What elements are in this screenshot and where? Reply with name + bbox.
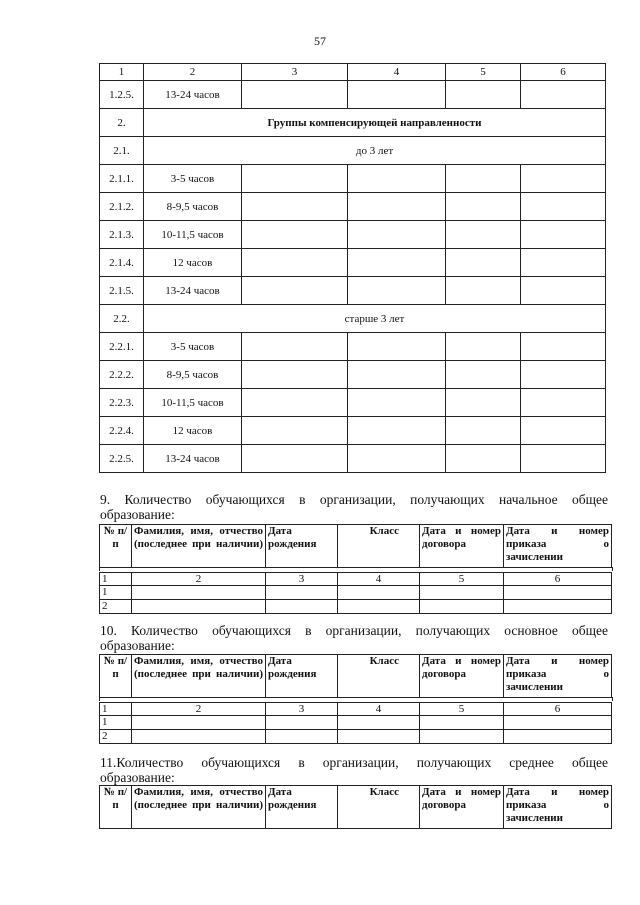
table-row: [100, 81, 606, 109]
header-birthdate: Дата рождения: [266, 786, 338, 829]
row-number: 2.2.5.: [100, 445, 144, 473]
empty-cell: [348, 277, 446, 305]
row-label: 3-5 часов: [144, 165, 242, 193]
empty-cell: [446, 81, 521, 109]
empty-cell: [242, 81, 348, 109]
empty-cell: [521, 333, 606, 361]
empty-cell: [348, 389, 446, 417]
table-row: [100, 305, 606, 333]
column-number: 1: [100, 703, 132, 716]
empty-cell: [348, 361, 446, 389]
empty-cell: [132, 600, 266, 614]
table-row: [100, 586, 612, 600]
empty-cell: [266, 716, 338, 730]
table-row: [100, 730, 612, 744]
column-number: 6: [521, 64, 606, 81]
empty-cell: [521, 221, 606, 249]
empty-cell: [420, 730, 504, 744]
header-number: № п/п: [100, 786, 132, 829]
table-row: [100, 221, 606, 249]
row-number: 2.1.: [100, 137, 144, 165]
header-birthdate: Дата рождения: [266, 525, 338, 568]
column-number: 4: [338, 573, 420, 586]
table-row: [100, 389, 606, 417]
subsection-heading: до 3 лет: [144, 137, 606, 165]
column-number: 4: [348, 64, 446, 81]
section-9-subtitle: образование:: [100, 507, 175, 522]
header-number: № п/п: [100, 525, 132, 568]
column-number: 5: [446, 64, 521, 81]
row-label: 8-9,5 часов: [144, 193, 242, 221]
empty-cell: [132, 716, 266, 730]
empty-cell: [242, 333, 348, 361]
empty-cell: [348, 165, 446, 193]
table-row: [100, 277, 606, 305]
header-contract: Дата и номер договора: [420, 655, 504, 698]
empty-cell: [266, 730, 338, 744]
groups-table: [99, 63, 606, 473]
row-number: 2.1.3.: [100, 221, 144, 249]
table-gap: [99, 567, 613, 571]
column-number: 5: [420, 573, 504, 586]
table-row: [100, 445, 606, 473]
section-heading: Группы компенсирующей направленности: [144, 109, 606, 137]
empty-cell: [242, 249, 348, 277]
empty-cell: [521, 249, 606, 277]
empty-cell: [242, 221, 348, 249]
empty-cell: [348, 445, 446, 473]
row-number: 1: [100, 586, 132, 600]
empty-cell: [338, 716, 420, 730]
row-number: 2: [100, 730, 132, 744]
empty-cell: [521, 417, 606, 445]
header-contract: Дата и номер договора: [420, 525, 504, 568]
empty-cell: [420, 586, 504, 600]
empty-cell: [504, 600, 612, 614]
empty-cell: [338, 600, 420, 614]
row-label: 13-24 часов: [144, 445, 242, 473]
row-label: 10-11,5 часов: [144, 389, 242, 417]
empty-cell: [420, 600, 504, 614]
table-row: [100, 109, 606, 137]
table-row: [100, 193, 606, 221]
empty-cell: [446, 165, 521, 193]
row-number: 2.2.3.: [100, 389, 144, 417]
row-number: 2.2.: [100, 305, 144, 333]
empty-cell: [132, 730, 266, 744]
header-name: Фамилия, имя, отчество (последнее при наличии): [132, 786, 266, 829]
column-number-row: [100, 64, 606, 81]
column-number: 5: [420, 703, 504, 716]
header-name: Фамилия, имя, отчество (последнее при наличии): [132, 525, 266, 568]
empty-cell: [338, 730, 420, 744]
column-number: 3: [266, 573, 338, 586]
row-number: 2.: [100, 109, 144, 137]
empty-cell: [521, 389, 606, 417]
column-number: 2: [144, 64, 242, 81]
empty-cell: [242, 277, 348, 305]
table-row: [100, 600, 612, 614]
column-number: 6: [504, 573, 612, 586]
empty-cell: [521, 361, 606, 389]
row-number: 2: [100, 600, 132, 614]
row-label: 13-24 часов: [144, 277, 242, 305]
empty-cell: [446, 389, 521, 417]
empty-cell: [504, 586, 612, 600]
row-label: 13-24 часов: [144, 81, 242, 109]
empty-cell: [348, 333, 446, 361]
students-header-table: [99, 524, 612, 568]
empty-cell: [420, 716, 504, 730]
section-10-title: 10. Количество обучающихся в организации, получающих основное общее: [100, 623, 608, 638]
header-class: Класс: [338, 655, 420, 698]
row-number: 2.2.1.: [100, 333, 144, 361]
empty-cell: [521, 445, 606, 473]
subsection-heading: старше 3 лет: [144, 305, 606, 333]
column-number: 4: [338, 703, 420, 716]
table-row: [100, 716, 612, 730]
row-label: 12 часов: [144, 417, 242, 445]
header-order: Дата и номер приказа о зачислении: [504, 786, 612, 829]
row-number: 2.1.2.: [100, 193, 144, 221]
table-gap: [99, 697, 613, 701]
header-birthdate: Дата рождения: [266, 655, 338, 698]
students-header-table: [99, 785, 612, 829]
empty-cell: [348, 249, 446, 277]
empty-cell: [504, 716, 612, 730]
column-number: 3: [266, 703, 338, 716]
empty-cell: [446, 417, 521, 445]
row-number: 2.1.4.: [100, 249, 144, 277]
empty-cell: [266, 586, 338, 600]
row-label: 12 часов: [144, 249, 242, 277]
header-class: Класс: [338, 786, 420, 829]
empty-cell: [348, 417, 446, 445]
students-header-table: [99, 654, 612, 698]
header-class: Класс: [338, 525, 420, 568]
empty-cell: [242, 445, 348, 473]
empty-cell: [348, 221, 446, 249]
table-row: [100, 137, 606, 165]
header-order: Дата и номер приказа о зачислении: [504, 655, 612, 698]
table-row: [100, 361, 606, 389]
column-number: 2: [132, 703, 266, 716]
header-number: № п/п: [100, 655, 132, 698]
empty-cell: [446, 445, 521, 473]
empty-cell: [521, 165, 606, 193]
section-11-title: 11.Количество обучающихся в организации, получающих среднее общее: [100, 755, 608, 770]
column-number: 1: [100, 573, 132, 586]
empty-cell: [446, 333, 521, 361]
empty-cell: [446, 249, 521, 277]
empty-cell: [242, 389, 348, 417]
empty-cell: [446, 361, 521, 389]
table-row: [100, 333, 606, 361]
column-number: 2: [132, 573, 266, 586]
empty-cell: [132, 586, 266, 600]
row-label: 3-5 часов: [144, 333, 242, 361]
table-row: [100, 417, 606, 445]
section-10-subtitle: образование:: [100, 638, 175, 653]
students-data-table: [99, 572, 612, 614]
empty-cell: [266, 600, 338, 614]
table-row: [100, 165, 606, 193]
empty-cell: [348, 193, 446, 221]
header-name: Фамилия, имя, отчество (последнее при наличии): [132, 655, 266, 698]
empty-cell: [242, 361, 348, 389]
empty-cell: [338, 586, 420, 600]
row-label: 8-9,5 часов: [144, 361, 242, 389]
empty-cell: [521, 277, 606, 305]
page-number: 57: [314, 34, 326, 48]
empty-cell: [348, 81, 446, 109]
section-9-title: 9. Количество обучающихся в организации, получающих начальное общее: [100, 492, 608, 507]
column-number: 3: [242, 64, 348, 81]
header-contract: Дата и номер договора: [420, 786, 504, 829]
students-data-table: [99, 702, 612, 744]
row-number: 1: [100, 716, 132, 730]
column-number: 6: [504, 703, 612, 716]
section-11-subtitle: образование:: [100, 770, 175, 785]
column-number: 1: [100, 64, 144, 81]
empty-cell: [242, 417, 348, 445]
row-label: 10-11,5 часов: [144, 221, 242, 249]
header-order: Дата и номер приказа о зачислении: [504, 525, 612, 568]
empty-cell: [521, 81, 606, 109]
row-number: 2.2.4.: [100, 417, 144, 445]
row-number: 1.2.5.: [100, 81, 144, 109]
empty-cell: [446, 277, 521, 305]
table-row: [100, 249, 606, 277]
empty-cell: [446, 221, 521, 249]
row-number: 2.2.2.: [100, 361, 144, 389]
empty-cell: [521, 193, 606, 221]
row-number: 2.1.1.: [100, 165, 144, 193]
empty-cell: [504, 730, 612, 744]
empty-cell: [242, 193, 348, 221]
row-number: 2.1.5.: [100, 277, 144, 305]
empty-cell: [242, 165, 348, 193]
empty-cell: [446, 193, 521, 221]
